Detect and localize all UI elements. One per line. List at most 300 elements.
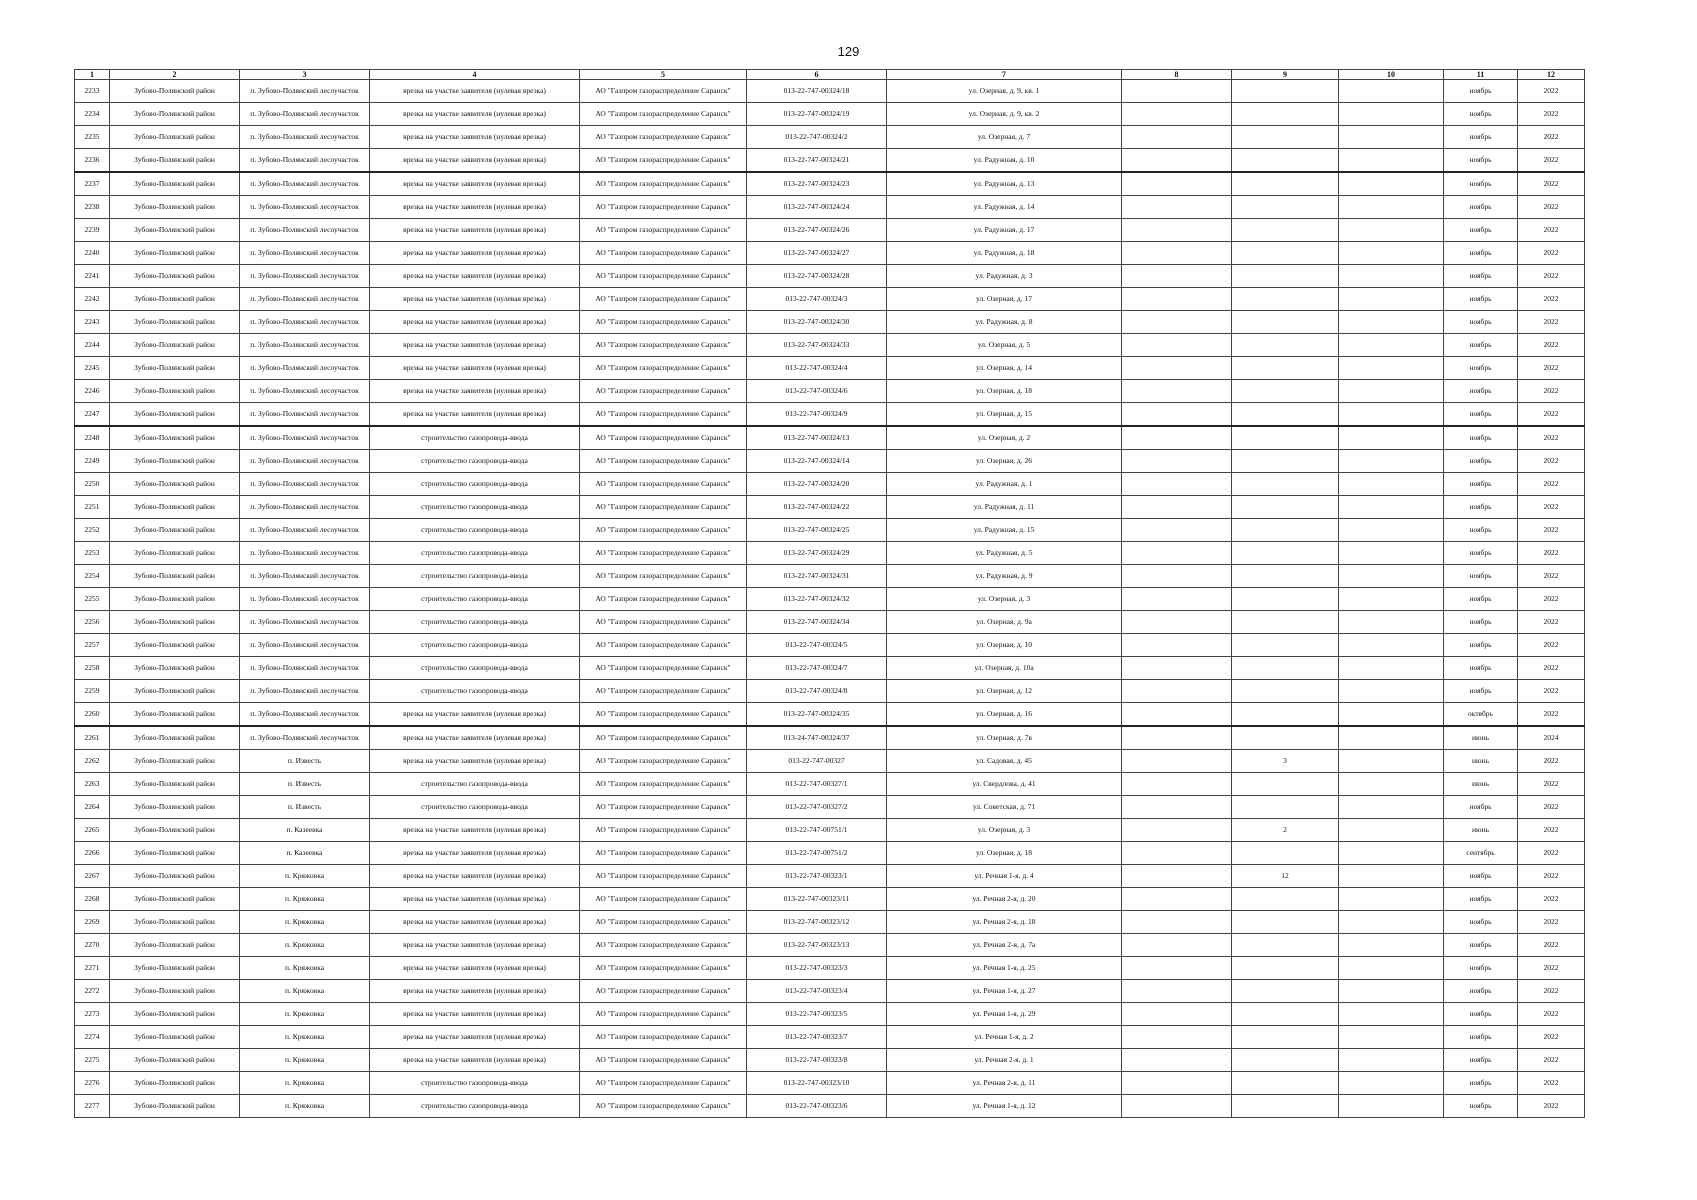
contract-number-cell: 013-22-747-00324/2 — [747, 126, 887, 149]
work-type-cell: врезка на участке заявителя (нулевая врезка) — [370, 380, 580, 403]
col-9-cell — [1232, 911, 1339, 934]
district-cell: Зубово-Полянский район — [110, 703, 240, 727]
col-9-cell — [1232, 334, 1339, 357]
contract-number-cell: 013-22-747-00324/5 — [747, 634, 887, 657]
work-type-cell: врезка на участке заявителя (нулевая врезка) — [370, 403, 580, 427]
year-cell: 2022 — [1518, 219, 1585, 242]
row-number-cell: 2246 — [75, 380, 110, 403]
col-8-cell — [1122, 196, 1232, 219]
row-number-cell: 2259 — [75, 680, 110, 703]
year-cell: 2022 — [1518, 80, 1585, 103]
work-type-cell: врезка на участке заявителя (нулевая врезка) — [370, 172, 580, 196]
address-cell: ул. Озерная, д. 7 — [887, 126, 1122, 149]
row-number-cell: 2248 — [75, 426, 110, 450]
year-cell: 2022 — [1518, 542, 1585, 565]
work-type-cell: строительство газопровода-ввода — [370, 1072, 580, 1095]
contract-number-cell: 013-22-747-00323/3 — [747, 957, 887, 980]
year-cell: 2022 — [1518, 657, 1585, 680]
organization-cell: АО "Газпром газораспределение Саранск" — [580, 473, 747, 496]
col-8-cell — [1122, 680, 1232, 703]
col-8-cell — [1122, 450, 1232, 473]
col-9-cell — [1232, 657, 1339, 680]
contract-number-cell: 013-22-747-00324/25 — [747, 519, 887, 542]
settlement-cell: п. Зубово-Полянский лесоучасток — [240, 172, 370, 196]
address-cell: ул. Озерная, д. 5 — [887, 334, 1122, 357]
address-cell: ул. Речная 2-я, д. 7а — [887, 934, 1122, 957]
district-cell: Зубово-Полянский район — [110, 357, 240, 380]
settlement-cell: п. Кряжовка — [240, 1095, 370, 1118]
col-10-cell — [1339, 726, 1444, 750]
col-9-cell — [1232, 1049, 1339, 1072]
address-cell: ул. Речная 1-я, д. 29 — [887, 1003, 1122, 1026]
month-cell: ноябрь — [1444, 80, 1518, 103]
settlement-cell: п. Кряжовка — [240, 957, 370, 980]
address-cell: ул. Радужная, д. 10 — [887, 149, 1122, 173]
row-number-cell: 2269 — [75, 911, 110, 934]
settlement-cell: п. Зубово-Полянский лесоучасток — [240, 242, 370, 265]
year-cell: 2022 — [1518, 1003, 1585, 1026]
settlement-cell: п. Зубово-Полянский лесоучасток — [240, 703, 370, 727]
col-8-cell — [1122, 565, 1232, 588]
address-cell: ул. Речная 1-я, д. 27 — [887, 980, 1122, 1003]
table-row — [75, 957, 1585, 980]
row-number-cell: 2267 — [75, 865, 110, 888]
address-cell: ул. Озерная, д. 3 — [887, 819, 1122, 842]
col-8-cell — [1122, 703, 1232, 727]
row-number-cell: 2238 — [75, 196, 110, 219]
district-cell: Зубово-Полянский район — [110, 265, 240, 288]
organization-cell: АО "Газпром газораспределение Саранск" — [580, 219, 747, 242]
settlement-cell: п. Зубово-Полянский лесоучасток — [240, 473, 370, 496]
col-10-cell — [1339, 403, 1444, 427]
column-header: 9 — [1232, 70, 1339, 80]
organization-cell: АО "Газпром газораспределение Саранск" — [580, 357, 747, 380]
year-cell: 2022 — [1518, 957, 1585, 980]
col-10-cell — [1339, 473, 1444, 496]
row-number-cell: 2264 — [75, 796, 110, 819]
work-type-cell: врезка на участке заявителя (нулевая врезка) — [370, 196, 580, 219]
col-8-cell — [1122, 726, 1232, 750]
district-cell: Зубово-Полянский район — [110, 888, 240, 911]
work-type-cell: врезка на участке заявителя (нулевая врезка) — [370, 265, 580, 288]
col-8-cell — [1122, 1049, 1232, 1072]
col-10-cell — [1339, 934, 1444, 957]
col-9-cell — [1232, 357, 1339, 380]
year-cell: 2022 — [1518, 380, 1585, 403]
col-10-cell — [1339, 196, 1444, 219]
district-cell: Зубово-Полянский район — [110, 657, 240, 680]
district-cell: Зубово-Полянский район — [110, 865, 240, 888]
organization-cell: АО "Газпром газораспределение Саранск" — [580, 819, 747, 842]
year-cell: 2022 — [1518, 588, 1585, 611]
row-number-cell: 2272 — [75, 980, 110, 1003]
col-9-cell — [1232, 1026, 1339, 1049]
work-type-cell: строительство газопровода-ввода — [370, 657, 580, 680]
table-row — [75, 450, 1585, 473]
col-8-cell — [1122, 888, 1232, 911]
month-cell: июнь — [1444, 726, 1518, 750]
settlement-cell: п. Зубово-Полянский лесоучасток — [240, 149, 370, 173]
work-type-cell: врезка на участке заявителя (нулевая врезка) — [370, 219, 580, 242]
col-9-cell — [1232, 934, 1339, 957]
contract-number-cell: 013-22-747-00324/35 — [747, 703, 887, 727]
address-cell: ул. Радужная, д. 5 — [887, 542, 1122, 565]
month-cell: ноябрь — [1444, 865, 1518, 888]
row-number-cell: 2270 — [75, 934, 110, 957]
work-type-cell: врезка на участке заявителя (нулевая врезка) — [370, 288, 580, 311]
district-cell: Зубово-Полянский район — [110, 1095, 240, 1118]
col-9-cell — [1232, 103, 1339, 126]
settlement-cell: п. Кряжовка — [240, 1049, 370, 1072]
year-cell: 2022 — [1518, 750, 1585, 773]
contract-number-cell: 013-22-747-00751/1 — [747, 819, 887, 842]
year-cell: 2022 — [1518, 519, 1585, 542]
work-type-cell: врезка на участке заявителя (нулевая врезка) — [370, 703, 580, 727]
address-cell: ул. Радужная, д. 11 — [887, 496, 1122, 519]
row-number-cell: 2245 — [75, 357, 110, 380]
work-type-cell: врезка на участке заявителя (нулевая врезка) — [370, 1026, 580, 1049]
organization-cell: АО "Газпром газораспределение Саранск" — [580, 634, 747, 657]
table-row — [75, 103, 1585, 126]
col-10-cell — [1339, 634, 1444, 657]
month-cell: ноябрь — [1444, 126, 1518, 149]
settlement-cell: п. Кряжовка — [240, 865, 370, 888]
col-10-cell — [1339, 565, 1444, 588]
address-cell: ул. Радужная, д. 18 — [887, 242, 1122, 265]
organization-cell: АО "Газпром газораспределение Саранск" — [580, 103, 747, 126]
contract-number-cell: 013-22-747-00324/21 — [747, 149, 887, 173]
year-cell: 2022 — [1518, 980, 1585, 1003]
settlement-cell: п. Известь — [240, 773, 370, 796]
column-header: 11 — [1444, 70, 1518, 80]
col-9-cell — [1232, 473, 1339, 496]
row-number-cell: 2244 — [75, 334, 110, 357]
year-cell: 2022 — [1518, 496, 1585, 519]
work-type-cell: строительство газопровода-ввода — [370, 796, 580, 819]
address-cell: ул. Озерная, д. 17 — [887, 288, 1122, 311]
month-cell: ноябрь — [1444, 334, 1518, 357]
contract-number-cell: 013-22-747-00323/13 — [747, 934, 887, 957]
organization-cell: АО "Газпром газораспределение Саранск" — [580, 242, 747, 265]
month-cell: ноябрь — [1444, 450, 1518, 473]
district-cell: Зубово-Полянский район — [110, 103, 240, 126]
row-number-cell: 2236 — [75, 149, 110, 173]
district-cell: Зубово-Полянский район — [110, 242, 240, 265]
organization-cell: АО "Газпром газораспределение Саранск" — [580, 519, 747, 542]
row-number-cell: 2242 — [75, 288, 110, 311]
col-8-cell — [1122, 819, 1232, 842]
contract-number-cell: 013-22-747-00323/11 — [747, 888, 887, 911]
address-cell: ул. Садовая, д. 45 — [887, 750, 1122, 773]
address-cell: ул. Озерная, д. 18 — [887, 380, 1122, 403]
organization-cell: АО "Газпром газораспределение Саранск" — [580, 750, 747, 773]
district-cell: Зубово-Полянский район — [110, 796, 240, 819]
row-number-cell: 2271 — [75, 957, 110, 980]
table-row — [75, 865, 1585, 888]
row-number-cell: 2266 — [75, 842, 110, 865]
contract-number-cell: 013-22-747-00323/12 — [747, 911, 887, 934]
work-type-cell: врезка на участке заявителя (нулевая врезка) — [370, 334, 580, 357]
column-number-header-row — [75, 70, 1585, 80]
work-type-cell: строительство газопровода-ввода — [370, 426, 580, 450]
address-cell: ул. Речная 1-я, д. 25 — [887, 957, 1122, 980]
month-cell: ноябрь — [1444, 911, 1518, 934]
district-cell: Зубово-Полянский район — [110, 149, 240, 173]
column-header: 8 — [1122, 70, 1232, 80]
work-type-cell: строительство газопровода-ввода — [370, 542, 580, 565]
organization-cell: АО "Газпром газораспределение Саранск" — [580, 1095, 747, 1118]
table-row — [75, 334, 1585, 357]
table-row — [75, 403, 1585, 427]
col-10-cell — [1339, 242, 1444, 265]
col-10-cell — [1339, 657, 1444, 680]
settlement-cell: п. Зубово-Полянский лесоучасток — [240, 196, 370, 219]
work-type-cell: врезка на участке заявителя (нулевая врезка) — [370, 911, 580, 934]
col-10-cell — [1339, 796, 1444, 819]
organization-cell: АО "Газпром газораспределение Саранск" — [580, 1026, 747, 1049]
organization-cell: АО "Газпром газораспределение Саранск" — [580, 565, 747, 588]
organization-cell: АО "Газпром газораспределение Саранск" — [580, 126, 747, 149]
col-8-cell — [1122, 496, 1232, 519]
organization-cell: АО "Газпром газораспределение Саранск" — [580, 403, 747, 427]
settlement-cell: п. Казеевка — [240, 842, 370, 865]
table-row — [75, 311, 1585, 334]
month-cell: ноябрь — [1444, 242, 1518, 265]
col-10-cell — [1339, 80, 1444, 103]
contract-number-cell: 013-22-747-00324/9 — [747, 403, 887, 427]
col-9-cell — [1232, 450, 1339, 473]
year-cell: 2022 — [1518, 126, 1585, 149]
month-cell: июнь — [1444, 750, 1518, 773]
year-cell: 2022 — [1518, 473, 1585, 496]
row-number-cell: 2258 — [75, 657, 110, 680]
month-cell: ноябрь — [1444, 1026, 1518, 1049]
organization-cell: АО "Газпром газораспределение Саранск" — [580, 865, 747, 888]
address-cell: ул. Радужная, д. 17 — [887, 219, 1122, 242]
work-type-cell: строительство газопровода-ввода — [370, 611, 580, 634]
settlement-cell: п. Зубово-Полянский лесоучасток — [240, 288, 370, 311]
year-cell: 2022 — [1518, 172, 1585, 196]
col-10-cell — [1339, 588, 1444, 611]
year-cell: 2022 — [1518, 842, 1585, 865]
col-9-cell — [1232, 796, 1339, 819]
col-8-cell — [1122, 103, 1232, 126]
month-cell: ноябрь — [1444, 403, 1518, 427]
month-cell: ноябрь — [1444, 1049, 1518, 1072]
organization-cell: АО "Газпром газораспределение Саранск" — [580, 980, 747, 1003]
col-9-cell — [1232, 1072, 1339, 1095]
contract-number-cell: 013-22-747-00323/5 — [747, 1003, 887, 1026]
district-cell: Зубово-Полянский район — [110, 750, 240, 773]
col-10-cell — [1339, 888, 1444, 911]
settlement-cell: п. Зубово-Полянский лесоучасток — [240, 265, 370, 288]
address-cell: ул. Радужная, д. 3 — [887, 265, 1122, 288]
col-9-cell — [1232, 611, 1339, 634]
work-type-cell: врезка на участке заявителя (нулевая врезка) — [370, 1049, 580, 1072]
col-8-cell — [1122, 288, 1232, 311]
col-10-cell — [1339, 219, 1444, 242]
organization-cell: АО "Газпром газораспределение Саранск" — [580, 196, 747, 219]
table-row — [75, 1003, 1585, 1026]
contract-number-cell: 013-22-747-00323/6 — [747, 1095, 887, 1118]
work-type-cell: строительство газопровода-ввода — [370, 565, 580, 588]
work-type-cell: строительство газопровода-ввода — [370, 519, 580, 542]
work-type-cell: строительство газопровода-ввода — [370, 680, 580, 703]
month-cell: ноябрь — [1444, 1095, 1518, 1118]
district-cell: Зубово-Полянский район — [110, 980, 240, 1003]
col-8-cell — [1122, 796, 1232, 819]
work-type-cell: врезка на участке заявителя (нулевая врезка) — [370, 1003, 580, 1026]
address-cell: ул. Радужная, д. 15 — [887, 519, 1122, 542]
col-9-cell — [1232, 888, 1339, 911]
table-row — [75, 380, 1585, 403]
settlement-cell: п. Зубово-Полянский лесоучасток — [240, 126, 370, 149]
table-row — [75, 934, 1585, 957]
row-number-cell: 2263 — [75, 773, 110, 796]
col-8-cell — [1122, 1026, 1232, 1049]
district-cell: Зубово-Полянский район — [110, 334, 240, 357]
address-cell: ул. Речная 1-я, д. 2 — [887, 1026, 1122, 1049]
table-row — [75, 888, 1585, 911]
settlement-cell: п. Кряжовка — [240, 888, 370, 911]
settlement-cell: п. Известь — [240, 796, 370, 819]
contract-number-cell: 013-22-747-00324/23 — [747, 172, 887, 196]
year-cell: 2022 — [1518, 796, 1585, 819]
col-9-cell — [1232, 588, 1339, 611]
table-body — [75, 80, 1585, 1118]
district-cell: Зубово-Полянский район — [110, 450, 240, 473]
work-type-cell: строительство газопровода-ввода — [370, 473, 580, 496]
work-type-cell: врезка на участке заявителя (нулевая врезка) — [370, 865, 580, 888]
year-cell: 2022 — [1518, 357, 1585, 380]
year-cell: 2022 — [1518, 911, 1585, 934]
col-10-cell — [1339, 426, 1444, 450]
year-cell: 2022 — [1518, 773, 1585, 796]
column-header: 5 — [580, 70, 747, 80]
col-9-cell — [1232, 426, 1339, 450]
month-cell: ноябрь — [1444, 980, 1518, 1003]
col-10-cell — [1339, 911, 1444, 934]
work-type-cell: строительство газопровода-ввода — [370, 773, 580, 796]
col-10-cell — [1339, 1095, 1444, 1118]
col-9-cell — [1232, 496, 1339, 519]
month-cell: ноябрь — [1444, 103, 1518, 126]
district-cell: Зубово-Полянский район — [110, 842, 240, 865]
settlement-cell: п. Зубово-Полянский лесоучасток — [240, 588, 370, 611]
col-9-cell — [1232, 196, 1339, 219]
organization-cell: АО "Газпром газораспределение Саранск" — [580, 911, 747, 934]
year-cell: 2022 — [1518, 265, 1585, 288]
work-type-cell: врезка на участке заявителя (нулевая врезка) — [370, 819, 580, 842]
organization-cell: АО "Газпром газораспределение Саранск" — [580, 611, 747, 634]
table-row — [75, 219, 1585, 242]
col-10-cell — [1339, 703, 1444, 727]
column-header: 7 — [887, 70, 1122, 80]
col-10-cell — [1339, 542, 1444, 565]
year-cell: 2022 — [1518, 819, 1585, 842]
district-cell: Зубово-Полянский район — [110, 911, 240, 934]
col-10-cell — [1339, 680, 1444, 703]
settlement-cell: п. Зубово-Полянский лесоучасток — [240, 634, 370, 657]
col-9-cell — [1232, 980, 1339, 1003]
row-number-cell: 2234 — [75, 103, 110, 126]
col-10-cell — [1339, 357, 1444, 380]
col-8-cell — [1122, 519, 1232, 542]
work-type-cell: врезка на участке заявителя (нулевая врезка) — [370, 842, 580, 865]
settlement-cell: п. Казеевка — [240, 819, 370, 842]
district-cell: Зубово-Полянский район — [110, 172, 240, 196]
table-row — [75, 473, 1585, 496]
month-cell: ноябрь — [1444, 288, 1518, 311]
row-number-cell: 2253 — [75, 542, 110, 565]
col-10-cell — [1339, 265, 1444, 288]
column-header: 6 — [747, 70, 887, 80]
district-cell: Зубово-Полянский район — [110, 1026, 240, 1049]
col-10-cell — [1339, 980, 1444, 1003]
month-cell: ноябрь — [1444, 634, 1518, 657]
settlement-cell: п. Зубово-Полянский лесоучасток — [240, 311, 370, 334]
address-cell: ул. Озерная, д. 26 — [887, 450, 1122, 473]
settlement-cell: п. Кряжовка — [240, 1026, 370, 1049]
month-cell: ноябрь — [1444, 311, 1518, 334]
month-cell: ноябрь — [1444, 496, 1518, 519]
col-9-cell — [1232, 634, 1339, 657]
table-row — [75, 911, 1585, 934]
col-10-cell — [1339, 1003, 1444, 1026]
district-cell: Зубово-Полянский район — [110, 80, 240, 103]
address-cell: ул. Озерная, д. 16 — [887, 703, 1122, 727]
work-type-cell: строительство газопровода-ввода — [370, 634, 580, 657]
year-cell: 2022 — [1518, 242, 1585, 265]
row-number-cell: 2240 — [75, 242, 110, 265]
address-cell: ул. Озерная, д. 14 — [887, 357, 1122, 380]
row-number-cell: 2261 — [75, 726, 110, 750]
organization-cell: АО "Газпром газораспределение Саранск" — [580, 265, 747, 288]
contract-number-cell: 013-22-747-00324/8 — [747, 680, 887, 703]
month-cell: ноябрь — [1444, 380, 1518, 403]
row-number-cell: 2273 — [75, 1003, 110, 1026]
month-cell: ноябрь — [1444, 657, 1518, 680]
col-8-cell — [1122, 334, 1232, 357]
contract-number-cell: 013-22-747-00324/20 — [747, 473, 887, 496]
table-row — [75, 80, 1585, 103]
contract-number-cell: 013-22-747-00324/31 — [747, 565, 887, 588]
col-9-cell — [1232, 288, 1339, 311]
month-cell: ноябрь — [1444, 565, 1518, 588]
month-cell: ноябрь — [1444, 588, 1518, 611]
col-9-cell — [1232, 265, 1339, 288]
contract-number-cell: 013-22-747-00323/4 — [747, 980, 887, 1003]
year-cell: 2022 — [1518, 1049, 1585, 1072]
work-type-cell: врезка на участке заявителя (нулевая врезка) — [370, 726, 580, 750]
column-header: 3 — [240, 70, 370, 80]
col-9-cell: 12 — [1232, 865, 1339, 888]
work-type-cell: врезка на участке заявителя (нулевая врезка) — [370, 311, 580, 334]
row-number-cell: 2252 — [75, 519, 110, 542]
col-9-cell — [1232, 957, 1339, 980]
col-8-cell — [1122, 265, 1232, 288]
settlement-cell: п. Кряжовка — [240, 1072, 370, 1095]
col-10-cell — [1339, 334, 1444, 357]
district-cell: Зубово-Полянский район — [110, 680, 240, 703]
district-cell: Зубово-Полянский район — [110, 542, 240, 565]
settlement-cell: п. Кряжовка — [240, 911, 370, 934]
year-cell: 2022 — [1518, 865, 1585, 888]
col-8-cell — [1122, 588, 1232, 611]
district-cell: Зубово-Полянский район — [110, 634, 240, 657]
col-10-cell — [1339, 519, 1444, 542]
work-type-cell: врезка на участке заявителя (нулевая врезка) — [370, 934, 580, 957]
